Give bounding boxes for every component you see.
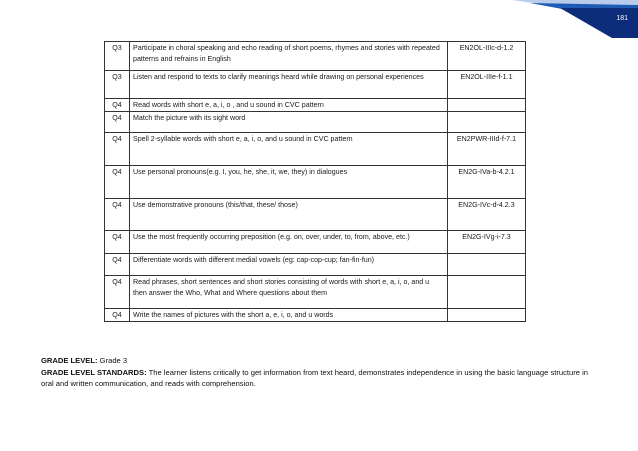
code-cell bbox=[448, 111, 526, 132]
table-row bbox=[105, 132, 526, 165]
table-row bbox=[105, 42, 526, 71]
competency-cell: Use the most frequently occurring preposition (e.g. on, over, under, to, from, above, etc.) bbox=[130, 230, 448, 253]
competency-cell: Use personal pronouns(e.g. I, you, he, she, it, we, they) in dialogues bbox=[130, 165, 448, 198]
table-row bbox=[105, 230, 526, 253]
table-row bbox=[105, 275, 526, 308]
quarter-cell: Q4 bbox=[105, 275, 130, 308]
quarter-cell: Q4 bbox=[105, 165, 130, 198]
quarter-cell: Q4 bbox=[105, 198, 130, 230]
code-cell bbox=[448, 253, 526, 275]
table-row bbox=[105, 198, 526, 230]
grade-level-line bbox=[41, 355, 601, 367]
grade-level-value: Grade 3 bbox=[99, 356, 128, 365]
code-cell bbox=[448, 308, 526, 321]
table-row bbox=[105, 253, 526, 275]
quarter-cell: Q4 bbox=[105, 230, 130, 253]
competency-cell: Listen and respond to texts to clarify meanings heard while drawing on personal experiences bbox=[130, 71, 448, 99]
grade-standards-text: The learner listens critically to get information from text heard, demonstrates independence in using the basic language structure in oral and written communication, and reads with comprehension. bbox=[41, 367, 589, 388]
table-row bbox=[105, 308, 526, 321]
page-number: 181 bbox=[616, 15, 628, 22]
competency-text: Match the picture with its sight word bbox=[133, 113, 246, 122]
banner-dark-band bbox=[560, 8, 638, 38]
competency-cell: Differentiate words with different medial vowels (eg: cap-cop-cup; fan-fin-fun) bbox=[130, 253, 448, 275]
grade-level-label: GRADE LEVEL: bbox=[41, 356, 98, 365]
code-cell: EN2G-IVc-d-4.2.3 bbox=[448, 198, 526, 230]
competency-cell: Spell 2-syllable words with short e, a, i, o, and u sound in CVC pattern bbox=[130, 132, 448, 165]
competency-cell: Participate in choral speaking and echo reading of short poems, rhymes and stories with repeated patterns and refrains in English bbox=[130, 42, 448, 71]
code-cell: EN2G-IVg-i-7.3 bbox=[448, 230, 526, 253]
quarter-cell: Q4 bbox=[105, 132, 130, 165]
code-cell: EN2G-IVa-b-4.2.1 bbox=[448, 165, 526, 198]
code-cell: EN2PWR-IIId-f-7.1 bbox=[448, 132, 526, 165]
competency-cell bbox=[130, 111, 448, 132]
code-cell: EN2OL-IIIe-f-1.1 bbox=[448, 71, 526, 99]
code-cell bbox=[448, 99, 526, 112]
quarter-cell: Q3 bbox=[105, 42, 130, 71]
quarter-cell: Q4 bbox=[105, 253, 130, 275]
code-cell bbox=[448, 275, 526, 308]
quarter-cell: Q4 bbox=[105, 99, 130, 112]
competency-cell: Write the names of pictures with the short a, e, i, o, and u words bbox=[130, 308, 448, 321]
table-row bbox=[105, 71, 526, 99]
quarter-cell: Q4 bbox=[105, 111, 130, 132]
competency-cell: Read words with short e, a, i, o , and u sound in CVC pattern bbox=[130, 99, 448, 112]
grade-standards-line bbox=[41, 367, 601, 390]
quarter-cell: Q3 bbox=[105, 71, 130, 99]
table-row bbox=[105, 99, 526, 112]
competency-cell: Read phrases, short sentences and short stories consisting of words with short e, a, i, o, and u then answer the Who, What and Where questions about them bbox=[130, 275, 448, 308]
competency-cell: Use demonstrative pronouns (this/that, these/ those) bbox=[130, 198, 448, 230]
code-cell: EN2OL-IIIc-d-1.2 bbox=[448, 42, 526, 71]
grade-standards-label: GRADE LEVEL STANDARDS: bbox=[41, 367, 147, 377]
table-row bbox=[105, 111, 526, 132]
table-row bbox=[105, 165, 526, 198]
quarter-cell: Q4 bbox=[105, 308, 130, 321]
grade-info bbox=[41, 355, 601, 390]
competency-table bbox=[104, 41, 526, 322]
